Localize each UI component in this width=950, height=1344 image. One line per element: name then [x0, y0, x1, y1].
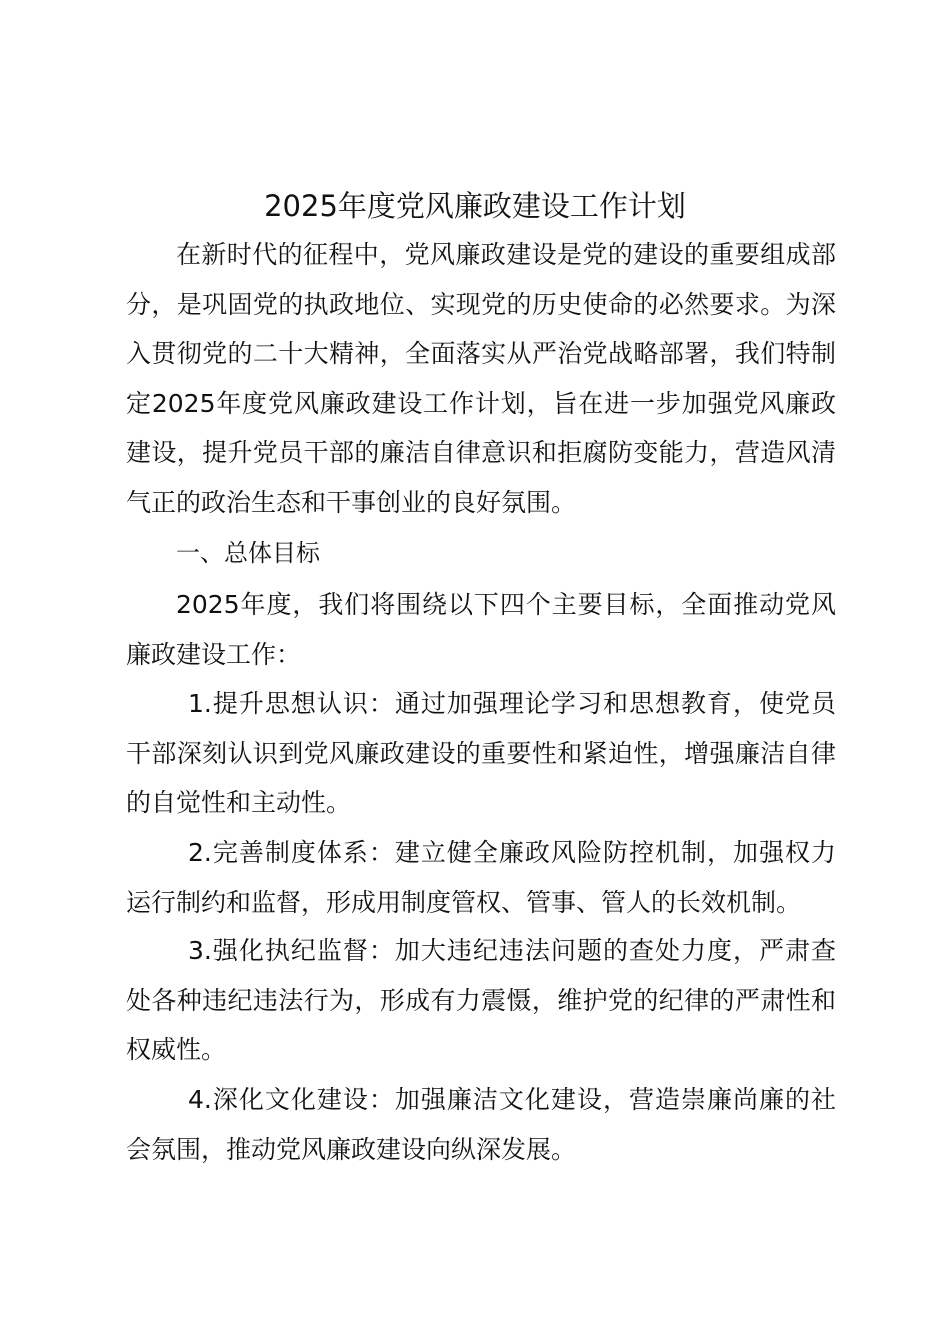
document-title: 2025年度党风廉政建设工作计划: [264, 189, 686, 223]
intro-paragraph: 在新时代的征程中，党风廉政建设是党的建设的重要组成部分，是巩固党的执政地位、实现党的历史使命的必然要求。为深入贯彻党的二十大精神，全面落实从严治党战略部署，我们特制定2025年度党风廉政建设工作计划，旨在进一步加强党风廉政建设，提升党员干部的廉洁自律意识和拒腐防变能力，营造风清气正的政治生态和干事创业的良好氛围。: [126, 240, 836, 517]
section-lead-paragraph: 2025年度，我们将围绕以下四个主要目标，全面推动党风廉政建设工作：: [126, 590, 836, 669]
section-heading-overall-goals: 一、总体目标: [176, 539, 320, 567]
goal-item-4: 4.深化文化建设：加强廉洁文化建设，营造崇廉尚廉的社会氛围，推动党风廉政建设向纵深发展。: [126, 1085, 836, 1164]
goal-item-2: 2.完善制度体系：建立健全廉政风险防控机制，加强权力运行制约和监督，形成用制度管权、管事、管人的长效机制。: [126, 838, 836, 917]
goal-item-1: 1.提升思想认识：通过加强理论学习和思想教育，使党员干部深刻认识到党风廉政建设的重要性和紧迫性，增强廉洁自律的自觉性和主动性。: [126, 689, 836, 817]
goal-item-3: 3.强化执纪监督：加大违纪违法问题的查处力度，严肃查处各种违纪违法行为，形成有力震慑，维护党的纪律的严肃性和权威性。: [126, 936, 836, 1064]
